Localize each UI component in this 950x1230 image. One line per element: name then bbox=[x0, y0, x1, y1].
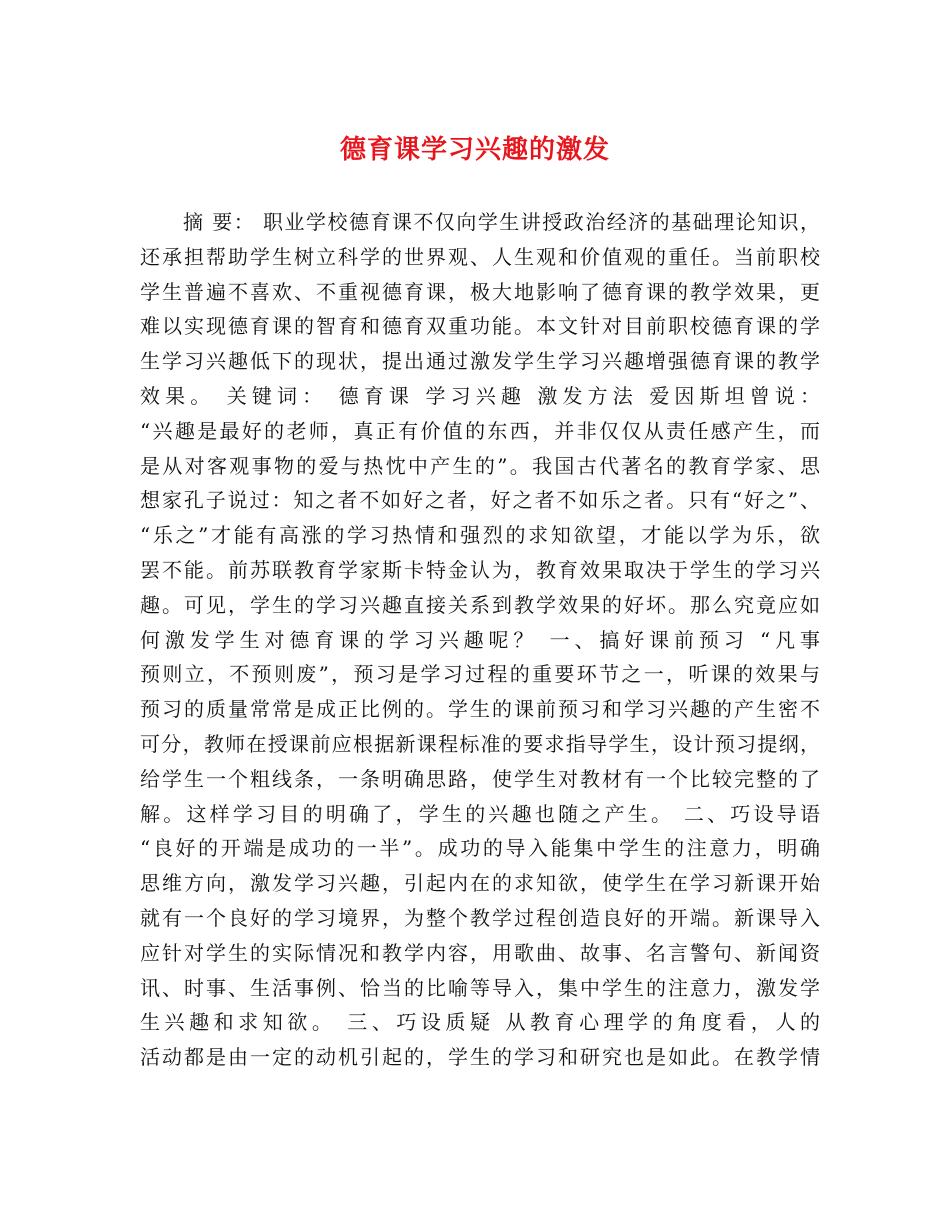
body-line: 活动都是由一定的动机引起的，学生的学习和研究也是如此。在教学情 bbox=[140, 1045, 820, 1070]
body-line: 是从对客观事物的爱与热忱中产生的”。我国古代著名的教育学家、思 bbox=[140, 453, 820, 478]
document-body bbox=[140, 205, 820, 1075]
body-line: 生学习兴趣低下的现状，提出通过激发学生学习兴趣增强德育课的教学 bbox=[140, 349, 820, 374]
body-line: 学生普遍不喜欢、不重视德育课，极大地影响了德育课的教学效果，更 bbox=[140, 279, 820, 304]
body-line: 还承担帮助学生树立科学的世界观、人生观和价值观的重任。当前职校 bbox=[140, 244, 820, 269]
body-line: 想家孔子说过：知之者不如好之者，好之者不如乐之者。只有“好之”、 bbox=[140, 488, 820, 513]
body-line: 就有一个良好的学习境界，为整个教学过程创造良好的开端。新课导入 bbox=[140, 905, 820, 930]
body-line: 应针对学生的实际情况和教学内容，用歌曲、故事、名言警句、新闻资 bbox=[140, 940, 820, 965]
body-line: “兴趣是最好的老师，真正有价值的东西，并非仅仅从责任感产生，而 bbox=[140, 418, 820, 443]
body-line: 给学生一个粗线条，一条明确思路，使学生对教材有一个比较完整的了 bbox=[140, 766, 820, 791]
body-line: 难以实现德育课的智育和德育双重功能。本文针对目前职校德育课的学 bbox=[140, 314, 820, 339]
body-line: 预则立，不预则废”，预习是学习过程的重要环节之一，听课的效果与 bbox=[140, 662, 820, 687]
body-line: 解。这样学习目的明确了，学生的兴趣也随之产生。 二、巧设导语 bbox=[140, 801, 820, 826]
body-line: 效果。 关键词： 德育课 学习兴趣 激发方法 爱因斯坦曾说： bbox=[140, 383, 820, 408]
body-line: 生兴趣和求知欲。 三、巧设质疑 从教育心理学的角度看，人的 bbox=[140, 1010, 820, 1035]
body-line: 罢不能。前苏联教育学家斯卡特金认为，教育效果取决于学生的学习兴 bbox=[140, 557, 820, 582]
body-line: “乐之”才能有高涨的学习热情和强烈的求知欲望，才能以学为乐，欲 bbox=[140, 523, 820, 548]
body-line: 思维方向，激发学习兴趣，引起内在的求知欲，使学生在学习新课开始 bbox=[140, 871, 820, 896]
body-line: 可分，教师在授课前应根据新课程标准的要求指导学生，设计预习提纲， bbox=[140, 731, 820, 756]
body-line: “良好的开端是成功的一半”。成功的导入能集中学生的注意力，明确 bbox=[140, 836, 820, 861]
document-title: 德育课学习兴趣的激发 bbox=[339, 135, 610, 165]
body-line: 预习的质量常常是成正比例的。学生的课前预习和学习兴趣的产生密不 bbox=[140, 697, 820, 722]
body-line: 趣。可见，学生的学习兴趣直接关系到教学效果的好坏。那么究竟应如 bbox=[140, 592, 820, 617]
body-line: 何激发学生对德育课的学习兴趣呢？ 一、搞好课前预习 “凡事 bbox=[140, 627, 820, 652]
body-line: 讯、时事、生活事例、恰当的比喻等导入，集中学生的注意力，激发学 bbox=[140, 975, 820, 1000]
body-line: 摘 要： 职业学校德育课不仅向学生讲授政治经济的基础理论知识， bbox=[140, 210, 820, 234]
